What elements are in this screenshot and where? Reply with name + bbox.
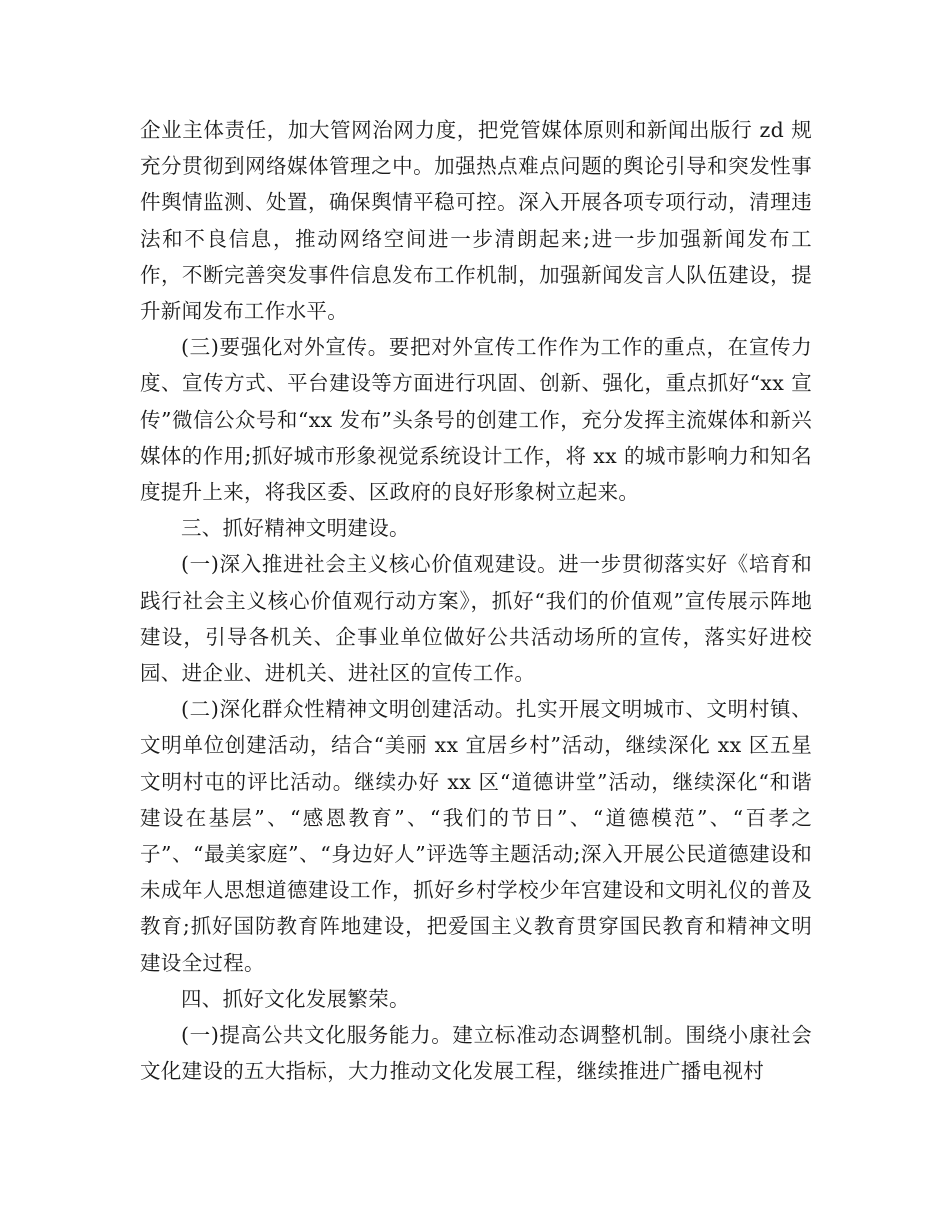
- paragraph-5: (二)深化群众性精神文明创建活动。扎实开展文明城市、文明村镇、文明单位创建活动，结合“美丽 xx 宜居乡村”活动，继续深化 xx 区五星文明村屯的评比活动。继续办好 xx 区“道德讲堂”活动，继续深化“和谐建设在基层”、“感恩教育”、“我们的节日”、“道德模范”、“百孝之子”、“最美家庭”、“身边好人”评选等主题活动;深入开展公民道德建设和未成年人思想道德建设工作，抓好乡村学校少年宫建设和文明礼仪的普及教育;抓好国防教育阵地建设，把爱国主义教育贯穿国民教育和精神文明建设全过程。: [140, 697, 812, 975]
- paragraph-7: (一)提高公共文化服务能力。建立标准动态调整机制。围绕小康社会文化建设的五大指标，大力推动文化发展工程，继续推进广播电视村: [140, 1023, 812, 1084]
- section-heading-4: 四、抓好文化发展繁荣。: [181, 986, 410, 1011]
- paragraph-1: 企业主体责任，加大管网治网力度，把党管媒体原则和新闻出版行 zd 规充分贯彻到网络媒体管理之中。加强热点难点问题的舆论引导和突发性事件舆情监测、处置，确保舆情平稳可控。深入开展各项专项行动，清理违法和不良信息，推动网络空间进一步清朗起来;进一步加强新闻发布工作，不断完善突发事件信息发布工作机制，加强新闻发言人队伍建设，提升新闻发布工作水平。: [140, 118, 812, 324]
- paragraph-4: (一)深入推进社会主义核心价值观建设。进一步贯彻落实好《培育和践行社会主义核心价值观行动方案》，抓好“我们的价值观”宣传展示阵地建设，引导各机关、企事业单位做好公共活动场所的宣传，落实好进校园、进企业、进机关、进社区的宣传工作。: [140, 552, 812, 686]
- document-page: [140, 112, 812, 1089]
- paragraph-2: (三)要强化对外宣传。要把对外宣传工作作为工作的重点，在宣传力度、宣传方式、平台建设等方面进行巩固、创新、强化，重点抓好“xx 宣传”微信公众号和“xx 发布”头条号的创建工作，充分发挥主流媒体和新兴媒体的作用;抓好城市形象视觉系统设计工作，将 xx 的城市影响力和知名度提升上来，将我区委、区政府的良好形象树立起来。: [140, 335, 812, 505]
- section-heading-3: 三、抓好精神文明建设。: [181, 516, 410, 541]
